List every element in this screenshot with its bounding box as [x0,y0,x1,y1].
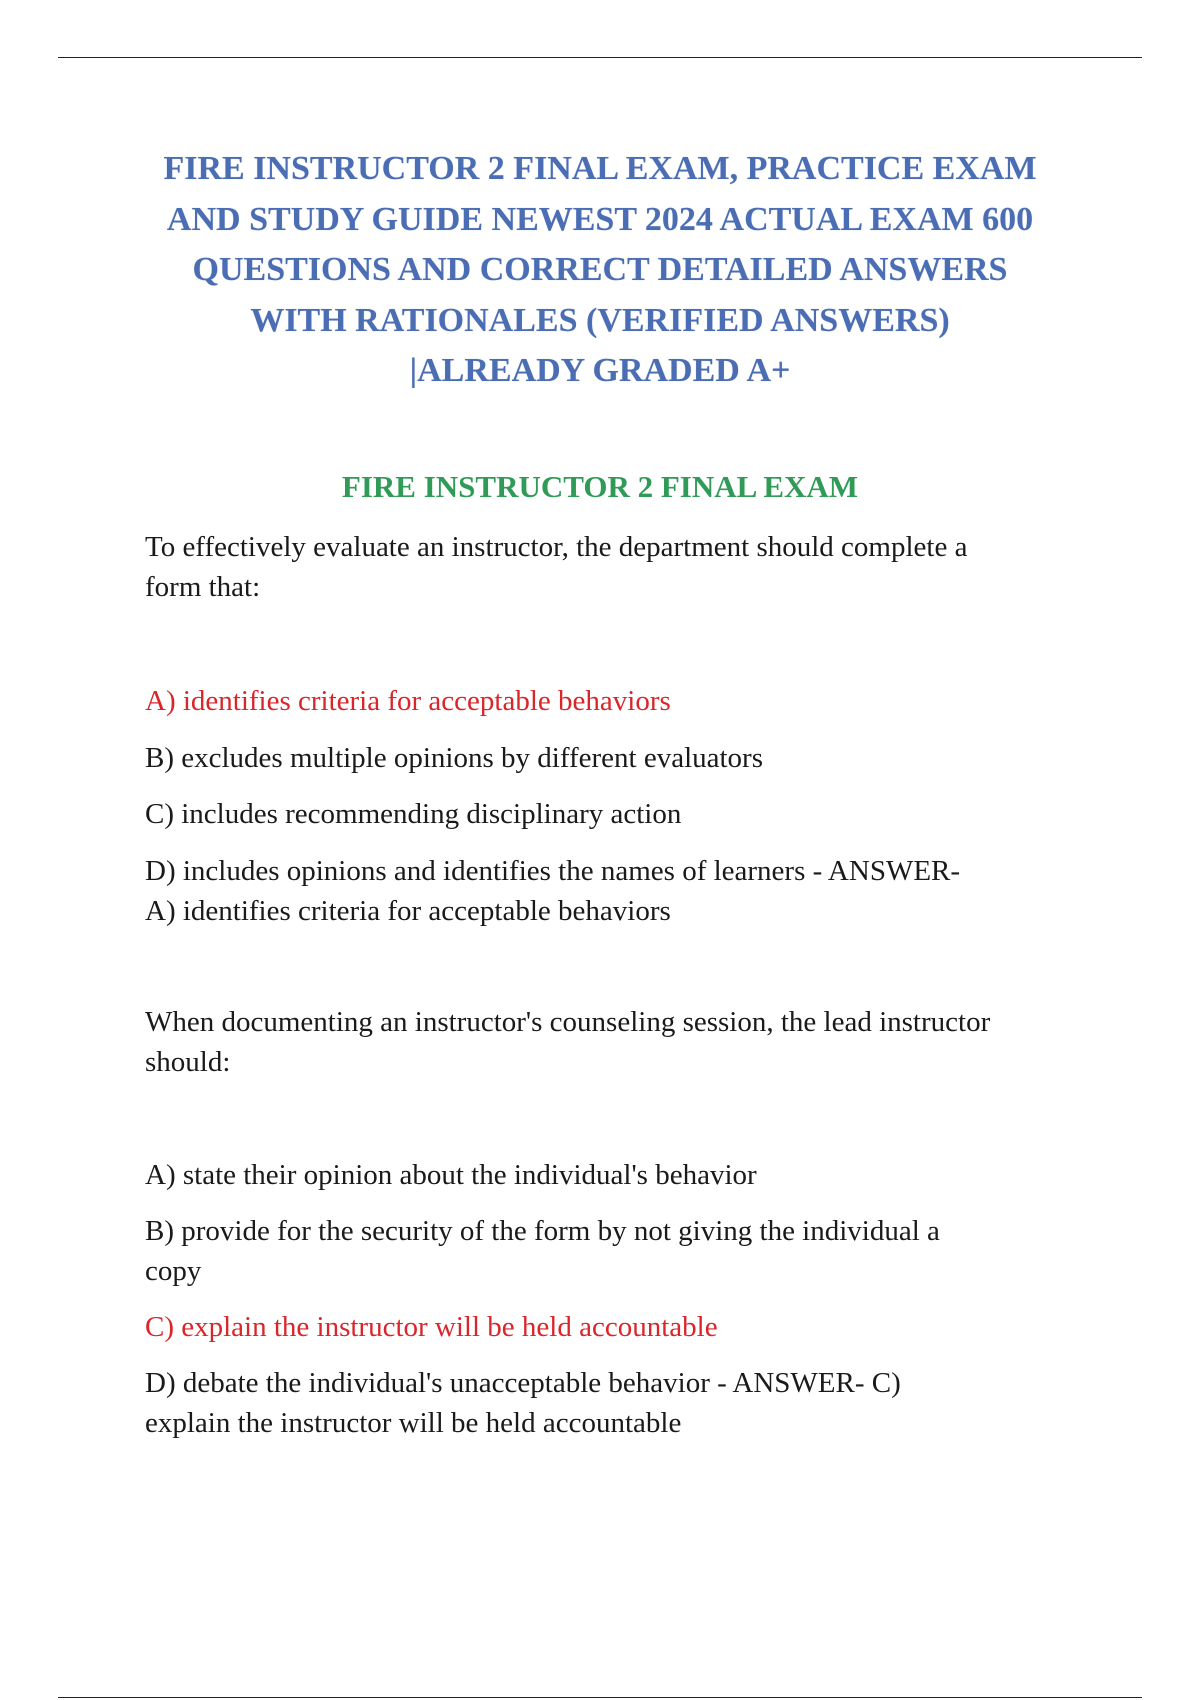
option-line: B) provide for the security of the form by not giving the individual a [145,1215,940,1247]
question-1-option-a: A) identifies criteria for acceptable behaviors [145,685,671,717]
title-line: |ALREADY GRADED A+ [409,352,791,389]
option-line: explain the instructor will be held accountable [145,1407,682,1439]
question-2-option-a: A) state their opinion about the individual's behavior [145,1159,757,1191]
question-2-option-d [145,1363,1105,1443]
section-heading: FIRE INSTRUCTOR 2 FINAL EXAM [341,469,859,504]
question-1-option-c: C) includes recommending disciplinary action [145,798,682,830]
question-prompt-line: When documenting an instructor's counseling session, the lead instructor [145,1006,991,1038]
option-line: D) includes opinions and identifies the names of learners - ANSWER- [145,855,961,887]
question-prompt-line: form that: [145,571,261,603]
footer-rule [58,1697,1142,1698]
question-prompt-line: should: [145,1046,231,1078]
document-title [120,144,1080,397]
option-line: A) identifies criteria for acceptable behaviors [145,895,671,927]
option-line: copy [145,1255,202,1287]
title-line: AND STUDY GUIDE NEWEST 2024 ACTUAL EXAM 600 [166,200,1034,238]
question-1-option-d [145,851,1105,931]
title-line: FIRE INSTRUCTOR 2 FINAL EXAM, PRACTICE EXAM [163,150,1037,187]
question-prompt-line: To effectively evaluate an instructor, the department should complete a [145,531,968,563]
title-line: QUESTIONS AND CORRECT DETAILED ANSWERS [192,251,1008,288]
question-2-prompt [145,1002,1105,1082]
option-line: D) debate the individual's unacceptable behavior - ANSWER- C) [145,1367,901,1399]
question-2-option-c: C) explain the instructor will be held accountable [145,1311,718,1343]
question-1-prompt [145,527,1105,607]
question-1-option-b: B) excludes multiple opinions by different evaluators [145,742,763,774]
question-2-option-b [145,1211,1105,1291]
header-rule [58,57,1142,58]
title-line: WITH RATIONALES (VERIFIED ANSWERS) [250,301,950,339]
